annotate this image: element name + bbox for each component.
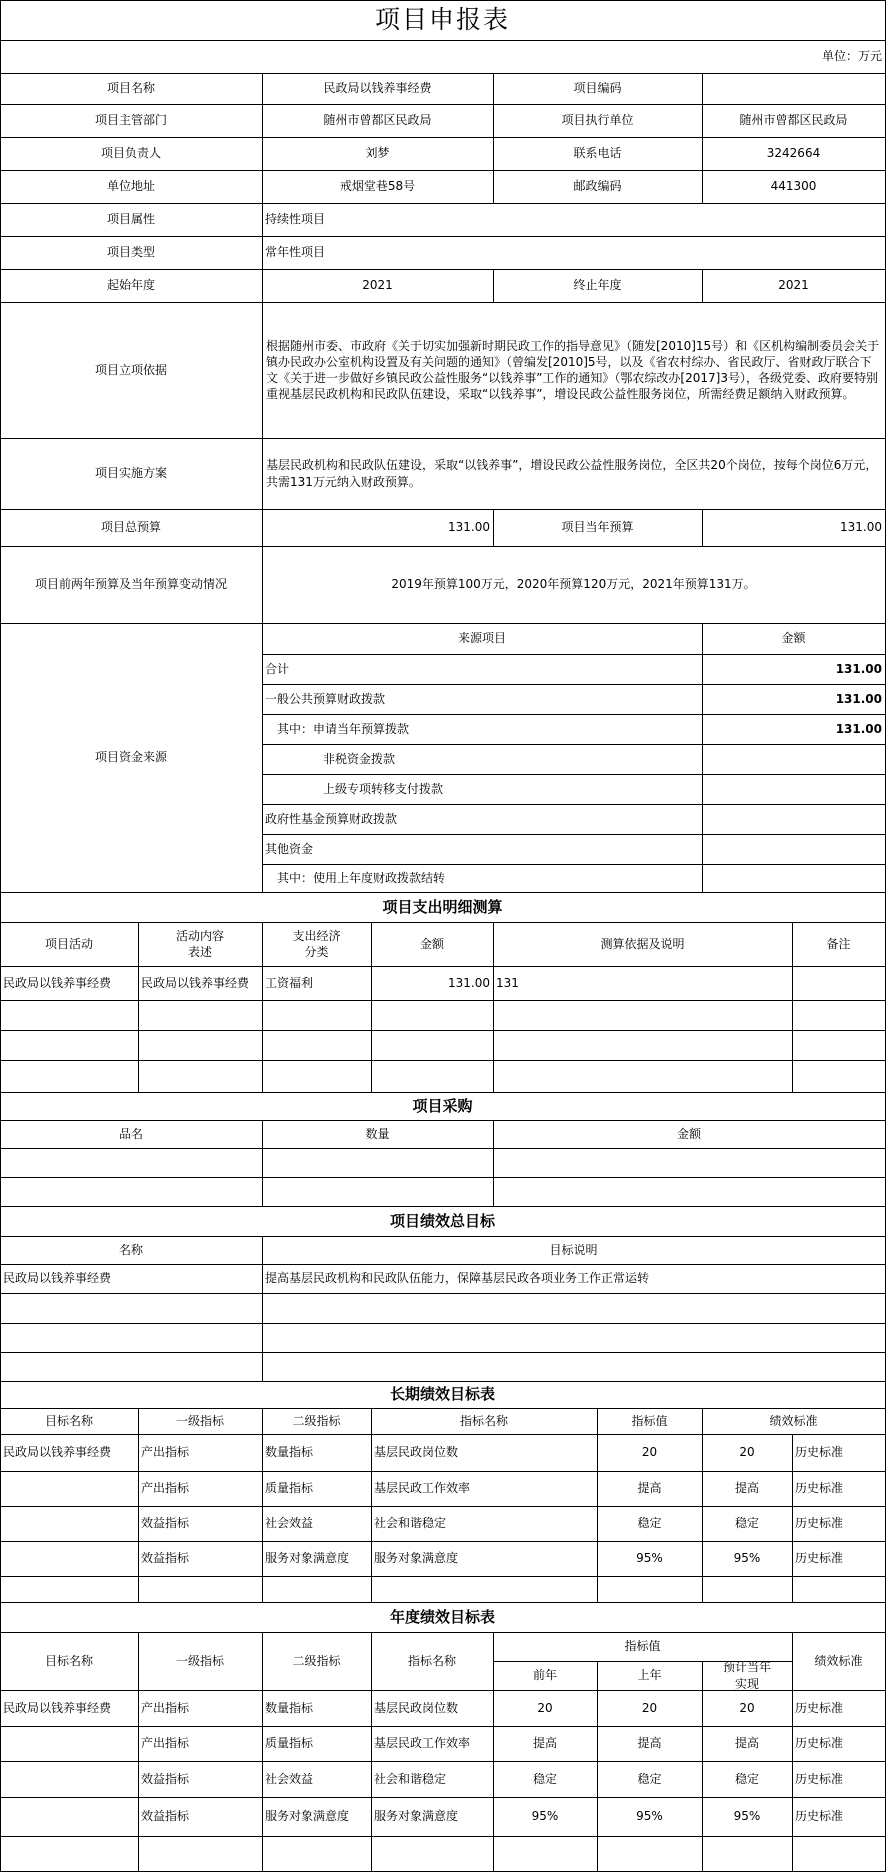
expense-cell: 工资福利 — [265, 975, 314, 990]
annual-header-level2: 二级指标 — [292, 1653, 341, 1668]
annual-cell: 产出指标 — [141, 1736, 190, 1751]
perf-total-name: 民政局以钱养事经费 — [3, 1271, 112, 1286]
annual-header-value: 指标值 — [624, 1639, 661, 1654]
plan-label: 项目实施方案 — [94, 466, 167, 481]
annual-cell: 服务对象满意度 — [374, 1809, 459, 1824]
expense-title: 项目支出明细测算 — [382, 897, 503, 916]
perf-total-title: 项目绩效总目标 — [389, 1211, 495, 1230]
form-title: 项目申报表 — [374, 5, 510, 35]
expense-cell: 131 — [496, 975, 519, 990]
long-term-cell: 社会效益 — [265, 1516, 314, 1531]
department-value: 随州市曾都区民政局 — [323, 113, 432, 128]
annual-cell: 20 — [739, 1700, 755, 1715]
grid-line — [0, 1293, 886, 1294]
long-term-cell: 基层民政岗位数 — [374, 1445, 459, 1460]
long-term-cell: 服务对象满意度 — [374, 1551, 459, 1566]
annual-cell: 社会和谐稳定 — [374, 1771, 447, 1786]
long-term-cell — [0, 1541, 138, 1576]
annual-header-level1: 一级指标 — [175, 1653, 224, 1668]
annual-cell — [0, 1797, 138, 1836]
funding-row-amount — [702, 804, 885, 834]
long-term-cell: 社会和谐稳定 — [374, 1516, 447, 1531]
expense-header-basis: 测算依据及说明 — [600, 936, 685, 951]
annual-cell: 服务对象满意度 — [265, 1809, 350, 1824]
long-term-header-indicator: 指标名称 — [459, 1413, 508, 1428]
long-term-cell: 效益指标 — [141, 1551, 190, 1566]
long-term-cell: 质量指标 — [265, 1481, 314, 1496]
total-budget-value: 131.00 — [448, 520, 490, 535]
basis-label: 项目立项依据 — [94, 362, 167, 377]
perf-total-header-name: 名称 — [118, 1242, 143, 1257]
attr-value: 持续性项目 — [265, 212, 326, 227]
funding-row-amount — [702, 774, 885, 804]
grid-line — [0, 1177, 886, 1178]
expense-cell — [792, 966, 885, 1000]
expense-header-remark: 备注 — [826, 936, 851, 951]
grid-line — [0, 1352, 886, 1353]
funding-row-name: 合计 — [265, 661, 290, 676]
long-term-cell: 提高 — [637, 1481, 662, 1496]
department-label2: 项目执行单位 — [561, 113, 634, 128]
annual-cell: 效益指标 — [141, 1809, 190, 1824]
long-term-cell: 历史标准 — [795, 1445, 844, 1460]
grid-line — [0, 1836, 886, 1837]
funding-row-name: 其他资金 — [265, 841, 314, 856]
address-label: 单位地址 — [106, 179, 155, 194]
expense-cell: 131.00 — [448, 975, 490, 990]
total-budget-label: 项目总预算 — [100, 520, 161, 535]
annual-cell: 95% — [733, 1809, 761, 1824]
address-value: 戒烟堂巷58号 — [339, 179, 416, 194]
funding-row-name: 其中：使用上年度财政拨款结转 — [277, 870, 446, 885]
leader-value: 刘梦 — [365, 146, 390, 161]
annual-cell: 稳定 — [637, 1771, 662, 1786]
funding-row-amount: 131.00 — [835, 661, 882, 676]
funding-row-name: 其中：申请当年预算拨款 — [277, 721, 410, 736]
annual-cell: 提高 — [532, 1736, 557, 1751]
annual-cell: 基层民政工作效率 — [374, 1736, 471, 1751]
procurement-header-amount: 金额 — [676, 1126, 701, 1141]
annual-cell: 历史标准 — [795, 1700, 844, 1715]
procurement-header-name: 品名 — [118, 1126, 143, 1141]
year-value2: 2021 — [778, 278, 809, 293]
annual-cell: 提高 — [637, 1736, 662, 1751]
long-term-header-level1: 一级指标 — [175, 1413, 224, 1428]
annual-cell: 质量指标 — [265, 1736, 314, 1751]
long-term-cell — [0, 1471, 138, 1506]
expense-header-activity: 项目活动 — [44, 936, 93, 951]
attr-label: 项目属性 — [106, 212, 155, 227]
funding-label: 项目资金来源 — [94, 750, 167, 765]
long-term-cell: 提高 — [734, 1481, 759, 1496]
annual-cell: 社会效益 — [265, 1771, 314, 1786]
type-value: 常年性项目 — [265, 245, 326, 260]
annual-header-indicator: 指标名称 — [407, 1653, 456, 1668]
year-label: 起始年度 — [106, 278, 155, 293]
long-term-cell: 95% — [733, 1551, 761, 1566]
long-term-cell: 产出指标 — [141, 1445, 190, 1460]
long-term-cell: 历史标准 — [795, 1551, 844, 1566]
grid-line — [0, 1060, 886, 1061]
long-term-cell: 数量指标 — [265, 1445, 314, 1460]
basis-text: 根据随州市委、市政府《关于切实加强新时期民政工作的指导意见》（随发[2010]15号）和《区机构编制委员会关于镇办民政办公室机构设置及有关问题的通知》（曾编发[2010]5号，以及《省农村综办、省民政厅、省财政厅联合下文《关于进一步做好乡镇民政公益性服务“以钱养事”工作的通知》（鄂农综改办[2017]3号），各级党委、政府要特别重视基层民政机构和民政队伍建设，采取“以钱养事”，增设民政公益性服务岗位，所需经费足额纳入财政预算。 — [266, 338, 880, 402]
department-label: 项目主管部门 — [94, 113, 167, 128]
long-term-header-standard: 绩效标准 — [769, 1413, 818, 1428]
funding-row-name: 上级专项转移支付拨款 — [323, 781, 444, 796]
perf-total-header-desc: 目标说明 — [549, 1242, 598, 1257]
leader-value2: 3242664 — [766, 146, 821, 161]
long-term-header-value: 指标值 — [631, 1413, 668, 1428]
funding-source-header: 来源项目 — [457, 631, 506, 646]
annual-cell: 民政局以钱养事经费 — [3, 1700, 112, 1715]
long-term-header-level2: 二级指标 — [292, 1413, 341, 1428]
long-term-cell: 20 — [641, 1445, 658, 1460]
funding-row-amount — [702, 744, 885, 774]
funding-row-name: 非税资金拨款 — [323, 751, 396, 766]
annual-cell: 效益指标 — [141, 1771, 190, 1786]
change-label: 项目前两年预算及当年预算变动情况 — [34, 577, 227, 592]
long-term-header-target: 目标名称 — [44, 1413, 93, 1428]
long-term-cell: 服务对象满意度 — [265, 1551, 350, 1566]
long-term-cell: 产出指标 — [141, 1481, 190, 1496]
procurement-header-qty: 数量 — [365, 1126, 390, 1141]
project-name-value: 民政局以钱养事经费 — [323, 81, 432, 96]
grid-line — [0, 1030, 886, 1031]
address-value2: 441300 — [770, 179, 817, 194]
expense-header-amount: 金额 — [419, 936, 444, 951]
annual-cell: 提高 — [734, 1736, 759, 1751]
year-budget-label: 项目当年预算 — [561, 520, 634, 535]
annual-cell: 基层民政岗位数 — [374, 1700, 459, 1715]
long-term-cell: 历史标准 — [795, 1516, 844, 1531]
type-label: 项目类型 — [106, 245, 155, 260]
grid-line — [0, 1576, 886, 1577]
long-term-title: 长期绩效目标表 — [389, 1385, 495, 1404]
expense-header-econ-class: 支出经济 分类 — [292, 928, 341, 959]
project-name-value2 — [702, 73, 885, 104]
annual-cell — [0, 1726, 138, 1761]
annual-cell: 95% — [531, 1809, 559, 1824]
change-text: 2019年预算100万元，2020年预算120万元，2021年预算131万。 — [391, 577, 756, 592]
expense-cell: 民政局以钱养事经费 — [3, 975, 112, 990]
annual-cell: 历史标准 — [795, 1809, 844, 1824]
long-term-cell: 稳定 — [734, 1516, 759, 1531]
annual-cell: 历史标准 — [795, 1771, 844, 1786]
funding-row-name: 政府性基金预算财政拨款 — [265, 811, 398, 826]
annual-header-prev1: 上年 — [637, 1668, 662, 1683]
annual-title: 年度绩效目标表 — [389, 1607, 495, 1626]
funding-row-amount — [702, 864, 885, 892]
long-term-cell: 95% — [636, 1551, 663, 1566]
funding-amount-header: 金额 — [781, 631, 806, 646]
plan-text: 基层民政机构和民政队伍建设，采取“以钱养事”，增设民政公益性服务岗位，全区共20个岗位，按每个岗位6万元，共需131万元纳入财政预算。 — [266, 458, 878, 489]
long-term-cell: 20 — [739, 1445, 755, 1460]
perf-total-desc: 提高基层民政机构和民政队伍能力，保障基层民政各项业务工作正常运转 — [265, 1271, 650, 1286]
annual-header-prev2: 前年 — [532, 1668, 557, 1683]
annual-cell: 稳定 — [734, 1771, 759, 1786]
department-value2: 随州市曾都区民政局 — [739, 113, 848, 128]
annual-header-target: 目标名称 — [44, 1653, 93, 1668]
funding-row-amount — [702, 834, 885, 864]
year-value: 2021 — [362, 278, 393, 293]
long-term-cell: 稳定 — [637, 1516, 662, 1531]
leader-label2: 联系电话 — [573, 146, 622, 161]
funding-row-amount: 131.00 — [835, 721, 882, 736]
annual-cell: 20 — [537, 1700, 553, 1715]
project-name-label: 项目名称 — [106, 81, 155, 96]
funding-row-amount: 131.00 — [835, 691, 882, 706]
unit-label: 单位：万元 — [821, 49, 882, 64]
annual-cell: 历史标准 — [795, 1736, 844, 1751]
leader-label: 项目负责人 — [100, 146, 161, 161]
annual-cell: 稳定 — [532, 1771, 557, 1786]
annual-cell: 数量指标 — [265, 1700, 314, 1715]
long-term-cell: 效益指标 — [141, 1516, 190, 1531]
long-term-cell: 民政局以钱养事经费 — [3, 1445, 112, 1460]
funding-row-name: 一般公共预算财政拨款 — [265, 691, 386, 706]
year-label2: 终止年度 — [573, 278, 622, 293]
annual-header-expected: 预计当年 实现 — [722, 1661, 771, 1690]
annual-cell: 20 — [641, 1700, 658, 1715]
grid-line — [0, 1323, 886, 1324]
annual-header-standard: 绩效标准 — [814, 1653, 863, 1668]
annual-cell — [0, 1761, 138, 1797]
grid-line — [0, 1148, 886, 1149]
procurement-title: 项目采购 — [412, 1096, 473, 1115]
annual-cell: 95% — [636, 1809, 663, 1824]
annual-cell: 产出指标 — [141, 1700, 190, 1715]
expense-header-content: 活动内容 表述 — [175, 928, 224, 959]
expense-cell: 民政局以钱养事经费 — [141, 975, 250, 990]
long-term-cell — [0, 1506, 138, 1541]
address-label2: 邮政编码 — [573, 179, 622, 194]
grid-line — [0, 1000, 886, 1001]
long-term-cell: 历史标准 — [795, 1481, 844, 1496]
long-term-cell: 基层民政工作效率 — [374, 1481, 471, 1496]
project-name-label2: 项目编码 — [573, 81, 622, 96]
year-budget-value: 131.00 — [840, 520, 882, 535]
